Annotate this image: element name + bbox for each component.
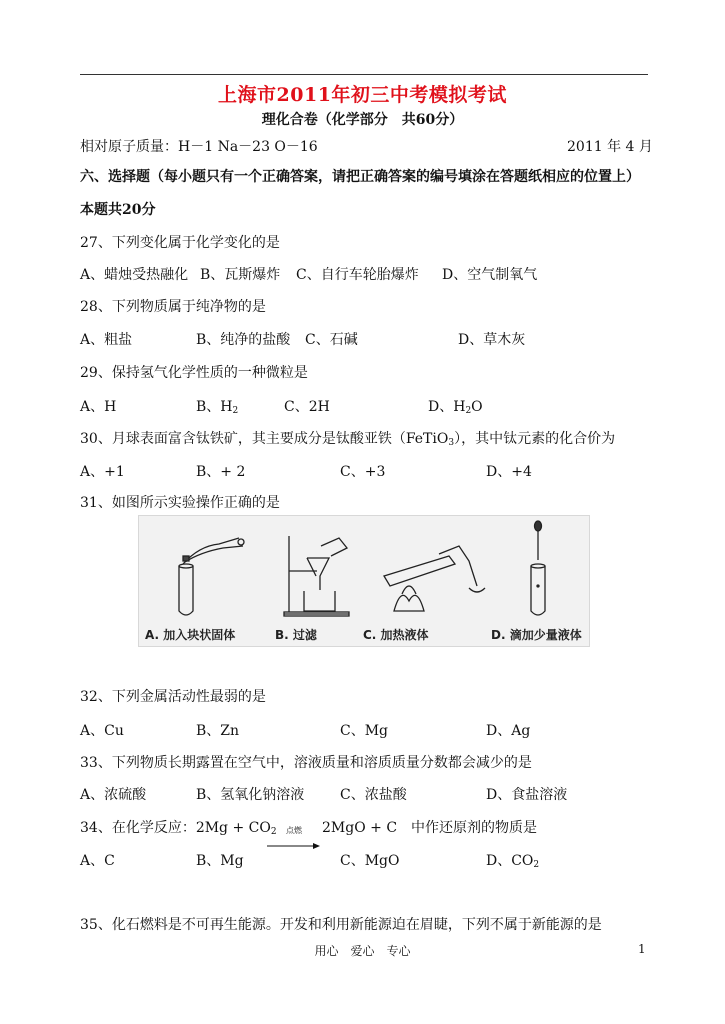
q28-option-a: A、粗盐 xyxy=(80,332,133,348)
q32-option-a: A、Cu xyxy=(80,723,124,739)
q34-option-c: C、MgO xyxy=(340,853,400,869)
figure-caption-c: C. 加热液体 xyxy=(363,628,429,642)
q29-option-d: D、$H_2O$ xyxy=(428,399,483,416)
question-32-stem: 32、下列金属活动性最弱的是 xyxy=(80,689,266,705)
lab-operations-figure xyxy=(138,515,590,647)
q27-option-d: D、空气制氧气 xyxy=(442,267,538,283)
page-number: 1 xyxy=(638,942,646,956)
question-27-stem: 27、下列变化属于化学变化的是 xyxy=(80,235,280,251)
q27-option-c: C、自行车轮胎爆炸 xyxy=(296,267,419,283)
q28-option-d: D、草木灰 xyxy=(458,332,526,348)
q30-option-d: D、+4 xyxy=(486,464,532,480)
question-28-stem: 28、下列物质属于纯净物的是 xyxy=(80,299,266,315)
q33-option-a: A、浓硫酸 xyxy=(80,787,147,803)
q32-option-b: B、Zn xyxy=(196,723,240,739)
q33-option-d: D、食盐溶液 xyxy=(486,787,568,803)
exam-title: 上海市2011年初三中考模拟考试 xyxy=(218,84,507,106)
q34-option-d: D、$CO_2$ xyxy=(486,853,540,870)
exam-date: 2011 年 4 月 xyxy=(567,139,653,155)
reaction-arrow xyxy=(267,827,321,854)
question-30-stem: 30、月球表面富含钛铁矿，其主要成分是钛酸亚铁（FeTiO$_3$），其中钛元素的化合价为 xyxy=(80,431,616,448)
q27-option-b: B、瓦斯爆炸 xyxy=(200,267,281,283)
q30-option-c: C、+3 xyxy=(340,464,386,480)
question-29-stem: 29、保持氢气化学性质的一种微粒是 xyxy=(80,365,308,381)
section-total: 本题共20分 xyxy=(80,202,156,218)
lab-operations-illustration xyxy=(139,516,589,624)
question-31-stem: 31、如图所示实验操作正确的是 xyxy=(80,495,280,511)
q33-option-c: C、浓盐酸 xyxy=(340,787,407,803)
q30-option-a: A、+1 xyxy=(80,464,125,480)
atomic-mass-note: 相对原子质量：H－1 Na－23 O－16 xyxy=(80,139,318,155)
arrow-icon xyxy=(267,842,321,850)
figure-caption-d: D. 滴加少量液体 xyxy=(491,628,582,642)
q29-option-a: A、H xyxy=(80,399,117,415)
question-33-stem: 33、下列物质长期露置在空气中，溶液质量和溶质质量分数都会减少的是 xyxy=(80,755,532,771)
section-heading: 六、选择题（每小题只有一个正确答案，请把正确答案的编号填涂在答题纸相应的位置上） xyxy=(80,169,640,185)
q28-option-c: C、石碱 xyxy=(305,332,358,348)
question-35-stem: 35、化石燃料是不可再生能源。开发和利用新能源迫在眉睫，下列不属于新能源的是 xyxy=(80,917,602,933)
exam-subtitle: 理化合卷（化学部分 共60分） xyxy=(261,112,464,128)
q34-option-b: B、Mg xyxy=(196,853,244,869)
figure-caption-b: B. 过滤 xyxy=(275,628,317,642)
figure-caption-a: A. 加入块状固体 xyxy=(145,628,236,642)
q29-option-b: B、$H_2$ xyxy=(196,399,239,416)
q29-option-c: C、2H xyxy=(284,399,330,415)
q34-option-a: A、C xyxy=(80,853,115,869)
question-34-stem-start: 34、在化学反应：$2Mg + CO_2$ xyxy=(80,820,277,837)
header-rule xyxy=(80,74,648,75)
reaction-condition-label: 点燃 xyxy=(286,826,302,835)
q30-option-b: B、+ 2 xyxy=(196,464,246,480)
q32-option-d: D、Ag xyxy=(486,723,531,739)
question-34-stem-end: 2MgO + C 中作还原剂的物质是 xyxy=(322,820,538,836)
q33-option-b: B、氢氧化钠溶液 xyxy=(196,787,305,803)
footer-motto: 用心 爱心 专心 xyxy=(314,944,411,958)
q32-option-c: C、Mg xyxy=(340,723,389,739)
q28-option-b: B、纯净的盐酸 xyxy=(196,332,291,348)
q27-option-a: A、蜡烛受热融化 xyxy=(80,267,189,283)
